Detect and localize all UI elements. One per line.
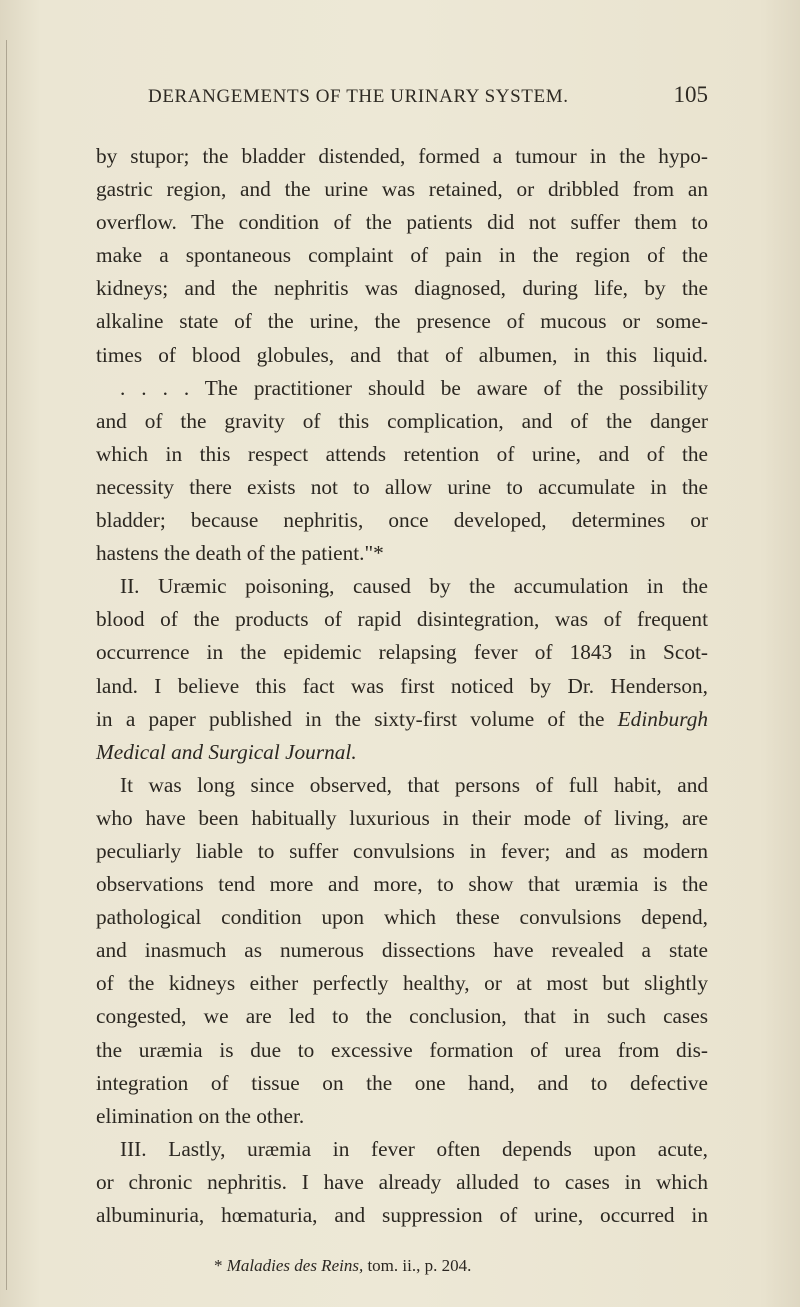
text-line: pathological condition upon which these convulsions depend, — [96, 905, 708, 930]
text-line: integration of tissue on the one hand, and to defective — [96, 1070, 708, 1095]
text-line: kidneys; and the nephritis was diagnosed, during life, by the — [96, 276, 708, 301]
footnote-reference: tom. ii., p. 204. — [363, 1256, 472, 1275]
journal-title: Medical and Surgical Journal. — [96, 739, 357, 764]
text-line-section-2: II. Uræmic poisoning, caused by the accumulation in the — [120, 574, 708, 599]
text-line-part: in a paper published in the sixty-first volume of the — [96, 706, 618, 731]
text-line-paragraph: It was long since observed, that persons of full habit, and — [120, 772, 708, 797]
text-line: alkaline state of the urine, the presence of mucous or some- — [96, 309, 708, 334]
footnote — [214, 1256, 471, 1276]
page-edge-shadow — [6, 40, 7, 1290]
text-line: occurrence in the epidemic relapsing fever of 1843 in Scot- — [96, 640, 708, 665]
italic-journal-title — [96, 736, 708, 769]
text-line: elimination on the other. — [96, 1103, 305, 1128]
footnote-marker: * — [214, 1256, 227, 1275]
text-line: which in this respect attends retention of urine, and of the — [96, 441, 708, 466]
page-number: 105 — [673, 82, 708, 107]
text-line: by stupor; the bladder distended, formed a tumour in the hypo- — [96, 144, 708, 168]
text-line: who have been habitually luxurious in their mode of living, are — [96, 805, 708, 830]
text-line: or chronic nephritis. I have already alluded to cases in which — [96, 1169, 708, 1194]
text-line: bladder; because nephritis, once developed, determines or — [96, 508, 708, 533]
text-line: overflow. The condition of the patients did not suffer them to — [96, 210, 708, 235]
text-line: gastric region, and the urine was retained, or dribbled from an — [96, 177, 708, 202]
text-line: and inasmuch as numerous dissections have revealed a state — [96, 938, 708, 963]
text-line: observations tend more and more, to show that uræmia is the — [96, 872, 708, 897]
text-line: and of the gravity of this complication, and of the danger — [96, 408, 708, 433]
page-header — [148, 82, 708, 116]
text-line-with-italic — [96, 703, 708, 736]
footnote-title: Maladies des Reins, — [226, 1256, 364, 1275]
text-line: albuminuria, hœmaturia, and suppression of urine, occurred in — [96, 1203, 708, 1227]
italic-edinburgh: Edinburgh — [617, 706, 708, 731]
text-line: blood of the products of rapid disintegration, was of frequent — [96, 607, 708, 632]
text-line: peculiarly liable to suffer convulsions in fever; and as modern — [96, 838, 708, 863]
text-line: necessity there exists not to allow urine to accumulate in the — [96, 474, 708, 499]
text-line: land. I believe this fact was first noticed by Dr. Henderson, — [96, 673, 708, 698]
text-line: congested, we are led to the conclusion, that in such cases — [96, 1004, 708, 1029]
text-line: make a spontaneous complaint of pain in the region of the — [96, 243, 708, 268]
body-text — [96, 140, 708, 1232]
text-line: . . . . The practitioner should be aware of the possibility — [120, 375, 708, 400]
text-line: hastens the death of the patient."* — [96, 541, 384, 566]
running-head: DERANGEMENTS OF THE URINARY SYSTEM. — [148, 86, 569, 107]
text-line-section-3: III. Lastly, uræmia in fever often depends upon acute, — [120, 1136, 708, 1161]
text-line: the uræmia is due to excessive formation of urea from dis- — [96, 1037, 708, 1062]
text-line: of the kidneys either perfectly healthy, or at most but slightly — [96, 971, 708, 996]
text-line: times of blood globules, and that of albumen, in this liquid. — [96, 342, 708, 367]
